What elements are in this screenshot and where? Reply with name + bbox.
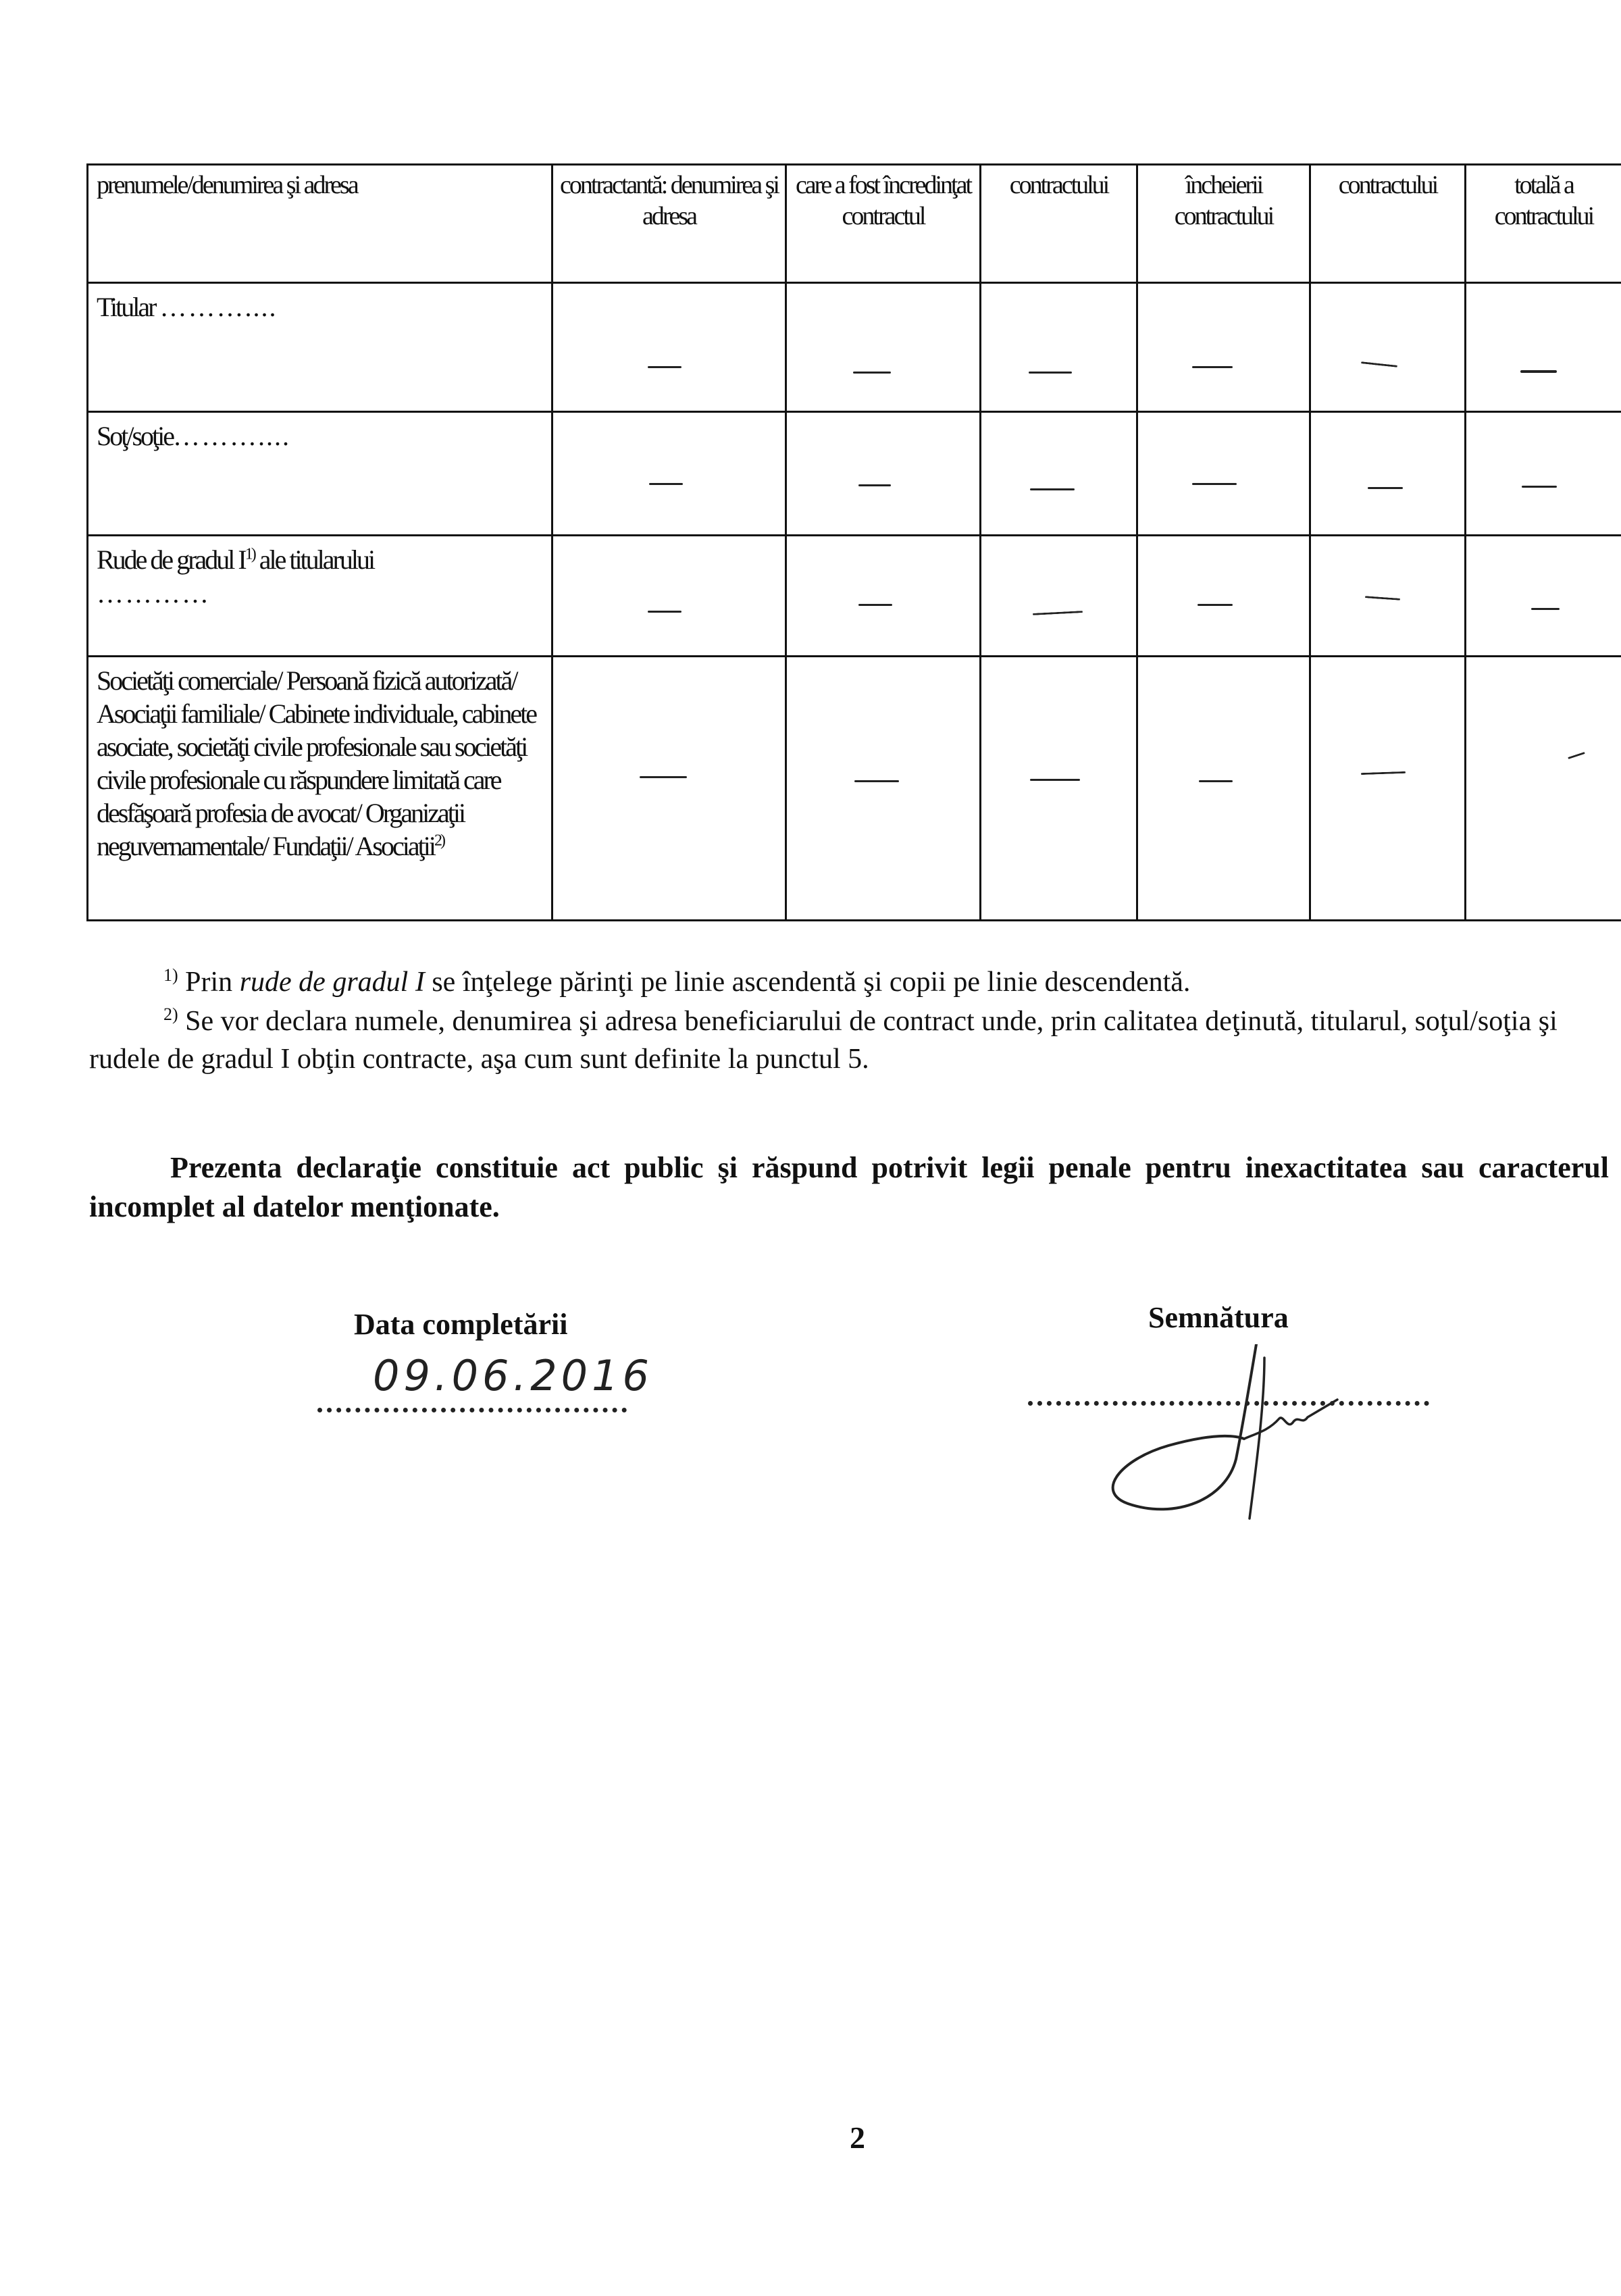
header-cell: totală a contractului — [1466, 165, 1621, 283]
empty-mark — [858, 604, 892, 606]
row-label-cell — [88, 412, 552, 536]
row-label-cell — [88, 536, 552, 657]
header-cell: care a fost încredinţat contractul — [786, 165, 981, 283]
table-row — [88, 412, 1621, 536]
table-row — [88, 283, 1621, 412]
row-label: Soţ/soţie……….... — [97, 421, 291, 451]
empty-mark — [1192, 483, 1237, 485]
row-label: Rude de gradul $I^{1)}$ ale titularului ………… — [97, 544, 374, 609]
table-row — [88, 657, 1621, 921]
declaration-statement: Prezenta declaraţie constituie act public şi răspund potrivit legii penale pentru inexactitatea sau caracterul incomplet al datelor menţionate. — [89, 1151, 1609, 1223]
footnote-2: $^{2)}$ Se vor declara numele, denumirea şi adresa beneficiarului de contract unde, prin calitatea deţinută, titularul, soţul/soţia şi rudele de gradul I obţin contracte, aşa cum sunt definite la punctul 5. — [89, 1004, 1558, 1075]
handwritten-date: 09.06.2016 — [373, 1351, 653, 1400]
header-cell: prenumele/denumirea şi adresa — [88, 165, 552, 283]
empty-mark — [1030, 779, 1080, 781]
empty-mark — [1361, 361, 1397, 367]
table-header-row — [88, 165, 1621, 283]
row-label-cell — [88, 657, 552, 921]
empty-mark — [1531, 608, 1560, 610]
signature-label: Semnătura — [1148, 1301, 1289, 1334]
empty-mark — [649, 483, 683, 485]
date-label: Data completării — [354, 1308, 568, 1341]
empty-mark — [648, 611, 681, 613]
empty-mark — [1365, 596, 1400, 601]
empty-mark — [1520, 370, 1557, 373]
empty-mark — [854, 780, 899, 782]
empty-mark — [1033, 611, 1083, 615]
page-number: 2 — [850, 2120, 865, 2155]
empty-mark — [858, 484, 891, 486]
empty-mark — [1192, 366, 1233, 368]
row-label: Societăţi comerciale/ Persoană fizică autorizată/ Asociaţii familiale/ Cabinete individuale, cabinete asociate, societăţi civile profesionale sau societăţi civile profesionale cu răspundere limitată care desfăşoară profesia de avocat/ Organizaţii neguvernamentale/ Fundaţii/ Asociaţii$^{2)}$ — [97, 665, 536, 861]
table-row — [88, 536, 1621, 657]
empty-mark — [1198, 604, 1233, 606]
header-cell: contractului — [1310, 165, 1466, 283]
empty-mark — [640, 776, 687, 778]
empty-mark — [1568, 752, 1585, 759]
header-cell: încheierii contractului — [1137, 165, 1310, 283]
row-label: Titular ……….... — [97, 292, 278, 322]
empty-mark — [853, 372, 891, 374]
row-label-cell — [88, 283, 552, 412]
empty-mark — [1368, 487, 1403, 489]
empty-mark — [1361, 771, 1406, 775]
empty-mark — [1199, 780, 1233, 782]
date-dotted-line — [317, 1408, 627, 1412]
empty-mark — [1522, 486, 1557, 488]
footnote-1: $^{1)}$ Prin rude de gradul I se înţelege părinţi pe linie ascendentă şi copii pe linie descendentă. — [163, 965, 1191, 998]
empty-mark — [648, 366, 681, 368]
empty-mark — [1030, 488, 1075, 490]
header-cell: contractantă: denumirea şi adresa — [552, 165, 786, 283]
contracts-table — [86, 163, 1621, 921]
empty-mark — [1029, 372, 1072, 374]
header-cell: contractului — [981, 165, 1137, 283]
handwritten-signature — [1087, 1344, 1398, 1547]
